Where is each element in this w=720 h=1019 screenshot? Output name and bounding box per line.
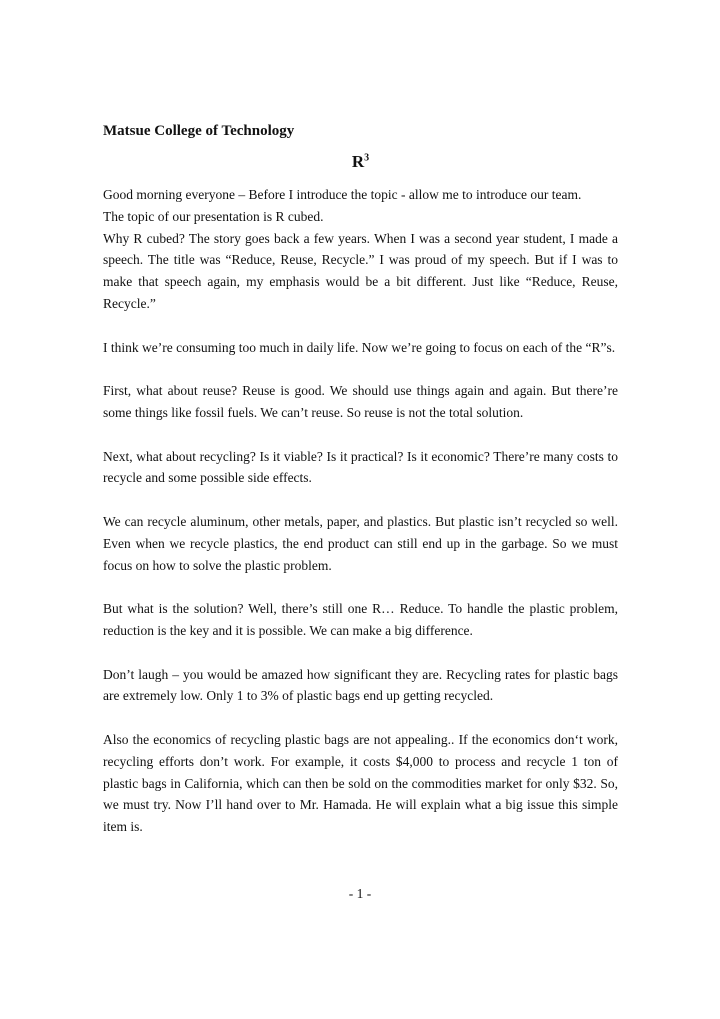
paragraph-plastics: We can recycle aluminum, other metals, paper, and plastics. But plastic isn’t recycled so well. Even when we recycle plastics, the end product can still end up in the garbage. So we must focus on how to solve the plastic problem. — [103, 513, 618, 573]
document-page — [103, 121, 618, 838]
document-title — [103, 151, 618, 173]
paragraph-why-r-cubed: Why R cubed? The story goes back a few years. When I was a second year student, I made a speech. The title was “Reduce, Reuse, Recycle.” I was proud of my speech. But if I was to make that speech again, my emphasis would be a bit different. Just like “Reduce, Reuse, Recycle.” — [103, 230, 618, 311]
institution-name: Matsue College of Technology — [103, 123, 295, 139]
paragraph-reduce: But what is the solution? Well, there’s still one R… Reduce. To handle the plastic problem, reduction is the key and it is possible. We can make a big difference. — [103, 601, 618, 638]
paragraph-plastic-bags: Don’t laugh – you would be amazed how significant they are. Recycling rates for plastic bags are extremely low. Only 1 to 3% of plastic bags end up getting recycled. — [103, 666, 618, 704]
title-superscript: 3 — [364, 152, 370, 164]
paragraph-economics: Also the economics of recycling plastic bags are not appealing.. If the economics don‘t work, recycling efforts don’t work. For example, it costs $4,000 to process and recycle 1 ton of plastic bags in California, which can then be sold on the commodities market for only $32. So, we must try. Now I’ll hand over to Mr. Hamada. He will explain what a big issue this simple item is. — [103, 731, 618, 835]
page-number: - 1 - — [348, 886, 372, 901]
paragraph-recycling: Next, what about recycling? Is it viable? Is it practical? Is it economic? There’re many costs to recycle and some possible side effects. — [103, 448, 618, 486]
title-base: R — [351, 152, 365, 171]
paragraph-greeting: Good morning everyone – Before I introduce the topic - allow me to introduce our team. — [103, 187, 582, 202]
paragraph-topic: The topic of our presentation is R cubed. — [103, 208, 324, 224]
paragraph-consuming: I think we’re consuming too much in daily life. Now we’re going to focus on each of the “R”s. — [103, 339, 616, 355]
paragraph-reuse: First, what about reuse? Reuse is good. We should use things again and again. But there’re some things like fossil fuels. We can’t reuse. So reuse is not the total solution. — [103, 383, 618, 420]
